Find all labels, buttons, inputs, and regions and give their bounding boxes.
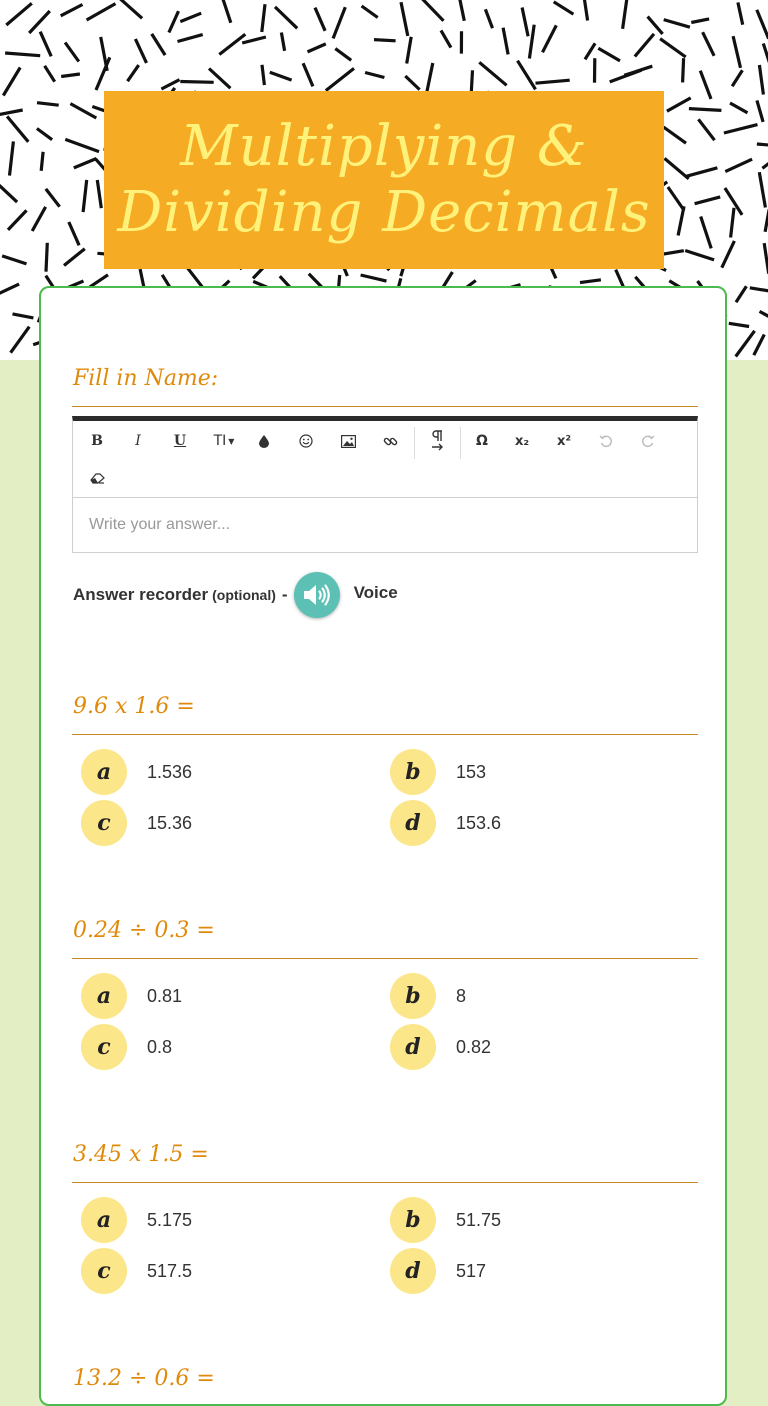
- confetti-stick: [61, 5, 83, 16]
- confetti-stick: [335, 49, 351, 61]
- confetti-stick: [760, 311, 768, 326]
- confetti-stick: [209, 69, 230, 89]
- confetti-stick: [46, 243, 47, 272]
- confetti-stick: [0, 185, 17, 202]
- confetti-stick: [529, 25, 534, 59]
- option-text: 0.81: [147, 986, 182, 1007]
- confetti-stick: [754, 335, 765, 356]
- confetti-stick: [65, 139, 99, 151]
- confetti-stick: [29, 11, 50, 33]
- link-button[interactable]: [375, 426, 405, 456]
- confetti-stick: [0, 284, 19, 294]
- confetti-stick: [665, 158, 689, 178]
- color-drop-icon: [259, 435, 269, 448]
- question-1-option-c[interactable]: [81, 800, 192, 846]
- optional-label: (optional): [212, 587, 276, 603]
- confetti-stick: [585, 43, 595, 59]
- confetti-stick: [242, 37, 266, 43]
- question-2-option-d[interactable]: [390, 1024, 491, 1070]
- voice-label: Voice: [354, 583, 398, 603]
- confetti-stick: [45, 66, 55, 82]
- undo-icon: [599, 434, 613, 448]
- voice-record-button[interactable]: [294, 572, 340, 618]
- confetti-stick: [262, 65, 264, 85]
- underline-button[interactable]: U: [165, 426, 195, 456]
- option-text: 15.36: [147, 813, 192, 834]
- confetti-stick: [222, 0, 231, 23]
- confetti-stick: [152, 34, 165, 55]
- confetti-stick: [763, 44, 768, 68]
- confetti-stick: [315, 8, 325, 31]
- confetti-stick: [8, 210, 27, 230]
- confetti-stick: [503, 28, 508, 55]
- confetti-stick: [37, 129, 52, 140]
- confetti-stick: [722, 241, 735, 268]
- confetti-stick: [536, 80, 570, 83]
- confetti-stick: [554, 2, 574, 14]
- question-4-prompt: 13.2 ÷ 0.6 =: [73, 1366, 215, 1391]
- editor-toolbar: [73, 421, 697, 498]
- confetti-stick: [522, 8, 528, 37]
- confetti-stick: [219, 34, 245, 54]
- option-text: 153.6: [456, 813, 501, 834]
- special-character-button[interactable]: Ω: [467, 426, 497, 456]
- confetti-stick: [281, 33, 284, 51]
- question-1-rule: [72, 734, 698, 735]
- confetti-stick: [701, 217, 712, 249]
- worksheet-title-line-1: Multiplying &: [180, 114, 588, 180]
- recorder-dash: -: [282, 585, 288, 605]
- toolbar-separator: [460, 427, 461, 459]
- question-3-option-d[interactable]: [390, 1248, 486, 1294]
- confetti-stick: [668, 187, 684, 210]
- confetti-stick: [738, 2, 743, 24]
- confetti-stick: [623, 0, 628, 29]
- confetti-stick: [303, 63, 313, 86]
- confetti-stick: [724, 125, 758, 133]
- superscript-button[interactable]: x²: [549, 426, 579, 456]
- question-3-rule: [72, 1182, 698, 1183]
- confetti-stick: [178, 35, 203, 42]
- confetti-stick: [759, 172, 765, 207]
- confetti-stick: [32, 207, 45, 231]
- toolbar-separator: [414, 427, 415, 459]
- option-letter-badge: b: [390, 1197, 436, 1243]
- rich-text-editor: [72, 416, 698, 553]
- confetti-stick: [683, 58, 684, 82]
- confetti-stick: [624, 66, 652, 75]
- confetti-stick: [759, 65, 763, 95]
- redo-icon: [641, 434, 655, 448]
- paragraph-direction-button[interactable]: [422, 426, 452, 456]
- confetti-stick: [40, 32, 51, 57]
- caret-down-icon: ▼: [228, 437, 234, 446]
- confetti-stick: [41, 152, 43, 171]
- confetti-stick: [700, 71, 711, 99]
- confetti-stick: [421, 0, 443, 21]
- confetti-stick: [365, 73, 384, 78]
- confetti-stick: [262, 4, 265, 32]
- option-text: 5.175: [147, 1210, 192, 1231]
- confetti-stick: [691, 19, 709, 23]
- confetti-stick: [362, 6, 378, 18]
- text-size-dropdown[interactable]: [207, 426, 241, 456]
- confetti-stick: [731, 208, 734, 238]
- option-text: 517: [456, 1261, 486, 1282]
- option-letter-badge: a: [81, 1197, 127, 1243]
- image-button[interactable]: [333, 426, 363, 456]
- confetti-stick: [128, 65, 139, 81]
- confetti-stick: [326, 68, 354, 90]
- subscript-button[interactable]: x₂: [507, 426, 537, 456]
- option-letter-badge: d: [390, 1248, 436, 1294]
- option-letter-badge: c: [81, 800, 127, 846]
- confetti-stick: [757, 100, 763, 122]
- confetti-stick: [698, 119, 714, 140]
- smiley-icon: [299, 434, 313, 448]
- name-label: Fill in Name:: [73, 366, 218, 391]
- option-text: 0.8: [147, 1037, 172, 1058]
- confetti-stick: [695, 197, 721, 204]
- answer-recorder: [73, 572, 398, 618]
- confetti-stick: [703, 32, 715, 56]
- speaker-icon: [302, 583, 332, 607]
- confetti-stick: [584, 0, 588, 21]
- question-1-prompt: 9.6 x 1.6 =: [73, 694, 195, 719]
- confetti-stick: [6, 3, 32, 25]
- confetti-stick: [13, 314, 34, 318]
- confetti-stick: [750, 288, 768, 293]
- option-text: 8: [456, 986, 466, 1007]
- confetti-stick: [762, 153, 768, 169]
- confetti-stick: [74, 159, 97, 168]
- confetti-stick: [689, 109, 722, 111]
- question-2-rule: [72, 958, 698, 959]
- confetti-stick: [96, 57, 110, 90]
- confetti-stick: [401, 2, 408, 36]
- question-2-option-b[interactable]: [390, 973, 466, 1019]
- paragraph-icon: [430, 430, 444, 452]
- confetti-stick: [518, 61, 536, 90]
- confetti-stick: [308, 44, 326, 52]
- confetti-stick: [479, 62, 506, 85]
- confetti-stick: [2, 256, 26, 264]
- question-3-option-c[interactable]: [81, 1248, 192, 1294]
- confetti-stick: [61, 74, 80, 77]
- worksheet-card: [39, 286, 727, 1406]
- confetti-stick: [180, 13, 201, 21]
- confetti-stick: [635, 34, 654, 57]
- name-answer-input[interactable]: [73, 498, 697, 552]
- confetti-stick: [667, 98, 691, 111]
- confetti-stick: [730, 103, 748, 113]
- option-text: 1.536: [147, 762, 192, 783]
- option-text: 517.5: [147, 1261, 192, 1282]
- confetti-stick: [135, 39, 146, 63]
- question-1-option-d[interactable]: [390, 800, 501, 846]
- option-letter-badge: a: [81, 749, 127, 795]
- image-icon: [341, 435, 356, 448]
- option-letter-badge: d: [390, 1024, 436, 1070]
- confetti-stick: [764, 243, 768, 274]
- answer-recorder-label: Answer recorder: [73, 585, 208, 605]
- name-rule: [72, 406, 698, 407]
- confetti-stick: [543, 25, 557, 52]
- confetti-stick: [660, 39, 686, 57]
- question-2-prompt: 0.24 ÷ 0.3 =: [73, 918, 215, 943]
- confetti-stick: [0, 110, 23, 115]
- confetti-stick: [169, 11, 179, 32]
- confetti-stick: [725, 159, 752, 171]
- confetti-stick: [757, 144, 768, 146]
- confetti-stick: [161, 80, 179, 89]
- confetti-stick: [405, 76, 419, 90]
- option-letter-badge: c: [81, 1248, 127, 1294]
- confetti-stick: [736, 286, 746, 302]
- eraser-icon: [90, 473, 105, 484]
- confetti-stick: [598, 48, 620, 61]
- confetti-stick: [441, 30, 451, 47]
- option-letter-badge: d: [390, 800, 436, 846]
- question-3-option-a[interactable]: [81, 1197, 192, 1243]
- confetti-stick: [648, 17, 663, 34]
- confetti-stick: [732, 70, 742, 86]
- confetti-stick: [361, 275, 387, 281]
- text-size-label: TI: [214, 433, 227, 449]
- bold-button[interactable]: B: [82, 426, 112, 456]
- option-letter-badge: b: [390, 749, 436, 795]
- confetti-stick: [736, 331, 755, 357]
- confetti-stick: [10, 141, 14, 175]
- confetti-stick: [729, 323, 749, 326]
- option-letter-badge: a: [81, 973, 127, 1019]
- confetti-stick: [119, 0, 142, 18]
- confetti-stick: [685, 251, 714, 260]
- confetti-stick: [678, 206, 684, 235]
- confetti-stick: [87, 4, 116, 20]
- confetti-stick: [180, 82, 213, 83]
- worksheet-title-line-2: Dividing Decimals: [117, 180, 650, 246]
- confetti-stick: [374, 40, 396, 41]
- confetti-stick: [97, 180, 101, 208]
- question-1-option-a[interactable]: [81, 749, 192, 795]
- question-2-option-a[interactable]: [81, 973, 182, 1019]
- confetti-stick: [7, 116, 28, 141]
- confetti-stick: [83, 180, 87, 212]
- confetti-stick: [485, 9, 492, 28]
- option-letter-badge: c: [81, 1024, 127, 1070]
- confetti-stick: [686, 168, 718, 177]
- question-3-option-b[interactable]: [390, 1197, 501, 1243]
- confetti-stick: [65, 43, 79, 62]
- title-banner: [104, 91, 664, 269]
- confetti-stick: [46, 189, 60, 207]
- emoji-button[interactable]: [291, 426, 321, 456]
- italic-button[interactable]: I: [123, 426, 153, 456]
- confetti-stick: [663, 127, 686, 143]
- option-text: 0.82: [456, 1037, 491, 1058]
- text-color-button[interactable]: [249, 426, 279, 456]
- confetti-stick: [70, 104, 96, 118]
- confetti-stick: [11, 327, 30, 353]
- confetti-stick: [270, 72, 292, 80]
- confetti-stick: [733, 36, 740, 68]
- redo-button[interactable]: [633, 426, 663, 456]
- option-text: 153: [456, 762, 486, 783]
- confetti-stick: [37, 103, 59, 106]
- confetti-stick: [757, 10, 768, 39]
- confetti-stick: [407, 37, 412, 64]
- option-letter-badge: b: [390, 973, 436, 1019]
- confetti-stick: [69, 222, 79, 245]
- confetti-stick: [275, 7, 297, 28]
- question-2-option-c[interactable]: [81, 1024, 172, 1070]
- confetti-stick: [5, 53, 40, 56]
- option-text: 51.75: [456, 1210, 501, 1231]
- confetti-stick: [459, 0, 464, 21]
- confetti-stick: [580, 280, 601, 283]
- confetti-stick: [64, 249, 85, 266]
- confetti-stick: [664, 20, 690, 28]
- link-icon: [383, 434, 398, 449]
- confetti-stick: [3, 68, 20, 96]
- question-1-option-b[interactable]: [390, 749, 486, 795]
- confetti-stick: [333, 7, 345, 38]
- question-3-prompt: 3.45 x 1.5 =: [73, 1142, 209, 1167]
- undo-button[interactable]: [591, 426, 621, 456]
- clear-formatting-button[interactable]: [82, 463, 112, 493]
